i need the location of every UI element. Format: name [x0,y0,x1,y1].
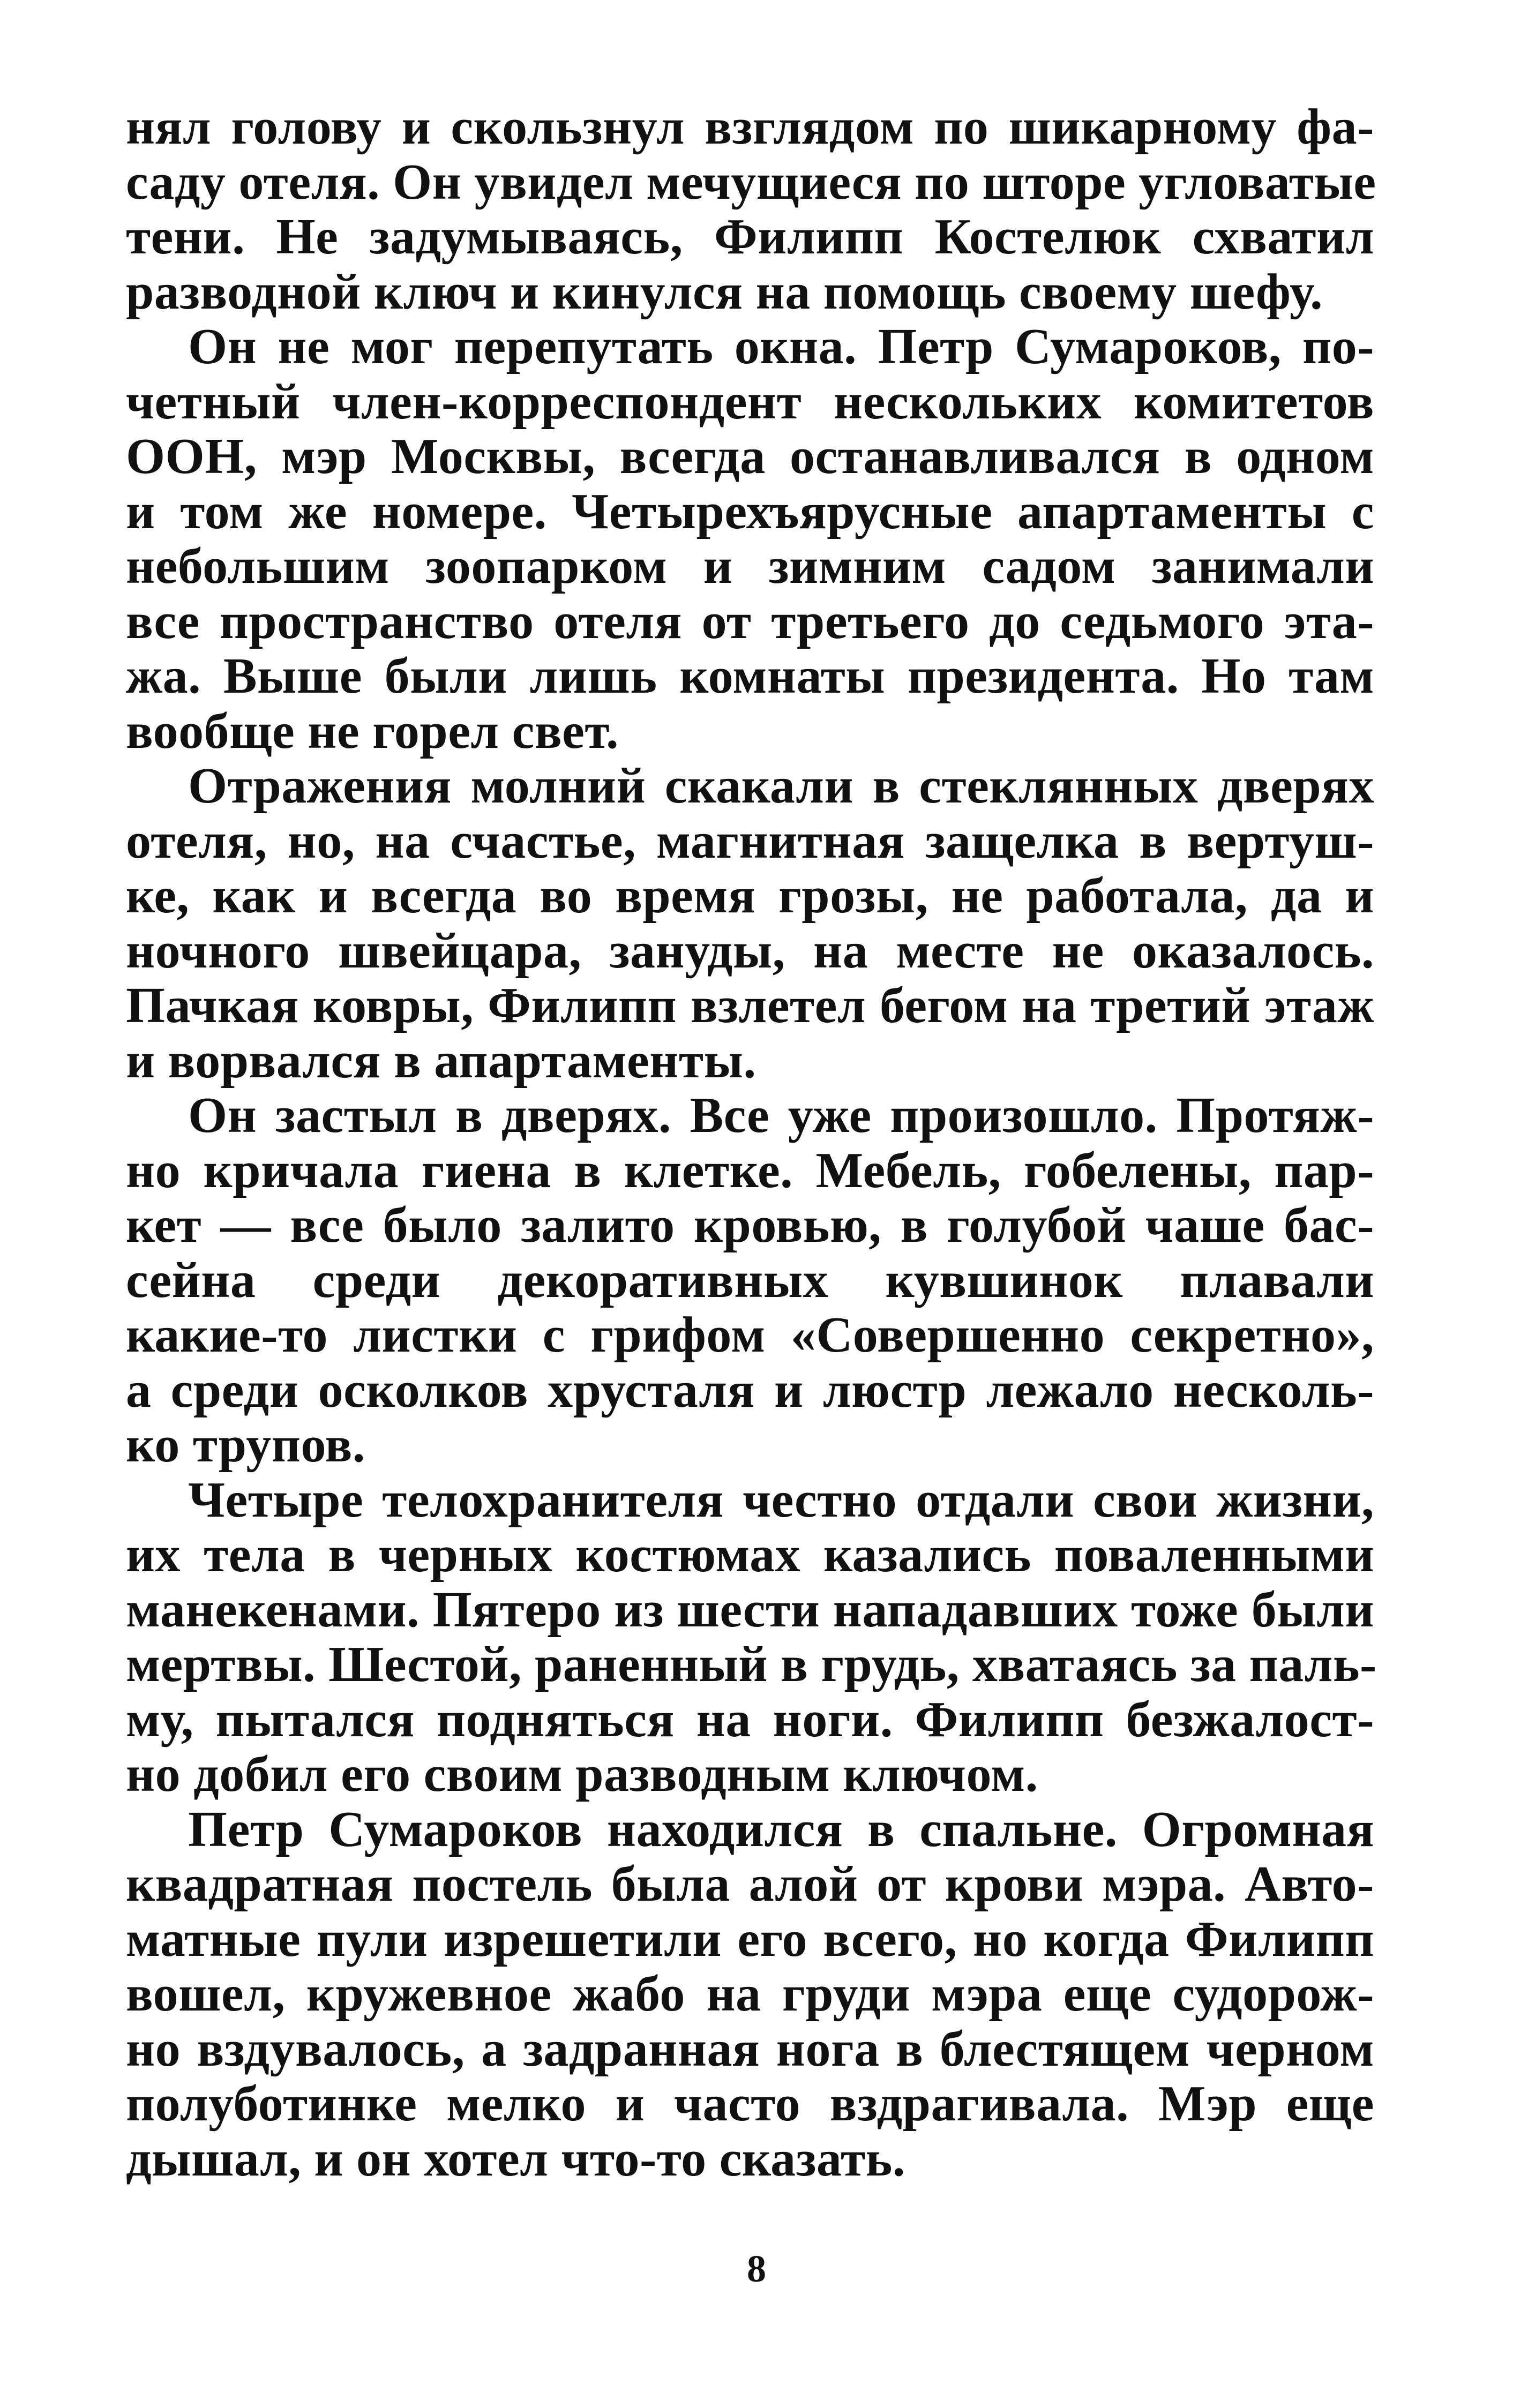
text-line: сейна среди декоративных кувшинок плавали [126,1252,1374,1308]
text-line: нял голову и скользнул взглядом по шикарному фа- [126,99,1374,155]
text-line: отеля, но, на счастье, магнитная защелка в вертуш- [126,813,1374,869]
text-line: ке, как и всегда во время грозы, не работала, да и [126,868,1374,924]
text-line: Он застыл в дверях. Все уже произошло. Протяж- [188,1087,1374,1143]
body-text [126,99,1377,2187]
text-line: четный член-корреспондент нескольких комитетов [126,373,1374,430]
text-line: мертвы. Шестой, раненный в грудь, хватаясь за паль- [126,1637,1377,1692]
text-line: вообще не горел свет. [126,703,619,759]
text-line: ко трупов. [126,1417,365,1473]
text-line: вошел, кружевное жабо на груди мэра еще судорож- [126,1966,1374,2022]
text-line: Он не мог перепутать окна. Петр Сумароков, по- [188,319,1374,374]
text-line: кет — все было залито кровью, в голубой чаше бас- [126,1197,1374,1253]
text-line: квадратная постель была алой от крови мэра. Авто- [126,1856,1374,1912]
text-line: ночного швейцара, зануды, на месте не оказалось. [126,922,1374,979]
text-line: но кричала гиена в клетке. Мебель, гобелены, пар- [126,1142,1374,1198]
text-line: и том же номере. Четырехъярусные апартаменты с [126,483,1374,539]
text-line: полуботинке мелко и часто вздрагивала. Мэр еще [126,2076,1374,2132]
text-line: все пространство отеля от третьего до седьмого эта- [126,593,1374,649]
text-line: и ворвался в апартаменты. [126,1032,756,1089]
text-line: небольшим зоопарком и зимним садом занимали [126,538,1374,594]
text-line: разводной ключ и кинулся на помощь своему шефу. [126,264,1323,320]
text-line: а среди осколков хрусталя и люстр лежало несколь- [126,1362,1374,1418]
text-line: Пачкая ковры, Филипп взлетел бегом на третий этаж [126,978,1374,1033]
text-line: матные пули изрешетили его всего, но когда Филипп [126,1911,1374,1967]
text-line: Петр Сумароков находился в спальне. Огромная [188,1801,1374,1857]
text-line: но вздувалось, а задранная нога в блестящем черном [126,2021,1374,2077]
text-line: Четыре телохранителя честно отдали свои жизни, [188,1472,1374,1528]
text-line: му, пытался подняться на ноги. Филипп безжалост- [126,1691,1374,1747]
page-number: 8 [747,2247,766,2290]
text-line: саду отеля. Он увидел мечущиеся по шторе угловатые [126,154,1376,210]
text-line: тени. Не задумываясь, Филипп Костелюк схватил [126,209,1374,265]
text-line: дышал, и он хотел что-то сказать. [126,2131,905,2187]
text-line: но добил его своим разводным ключом. [126,1746,1038,1802]
text-line: жа. Выше были лишь комнаты президента. Но там [126,648,1374,704]
text-line: какие-то листки с грифом «Совершенно секретно», [126,1307,1374,1363]
text-line: Отражения молний скакали в стеклянных дверях [188,758,1374,814]
text-line: манекенами. Пятеро из шести нападавших тоже были [126,1581,1374,1638]
text-line: их тела в черных костюмах казались поваленными [126,1527,1374,1582]
text-line: ООН, мэр Москвы, всегда останавливался в одном [126,429,1374,484]
